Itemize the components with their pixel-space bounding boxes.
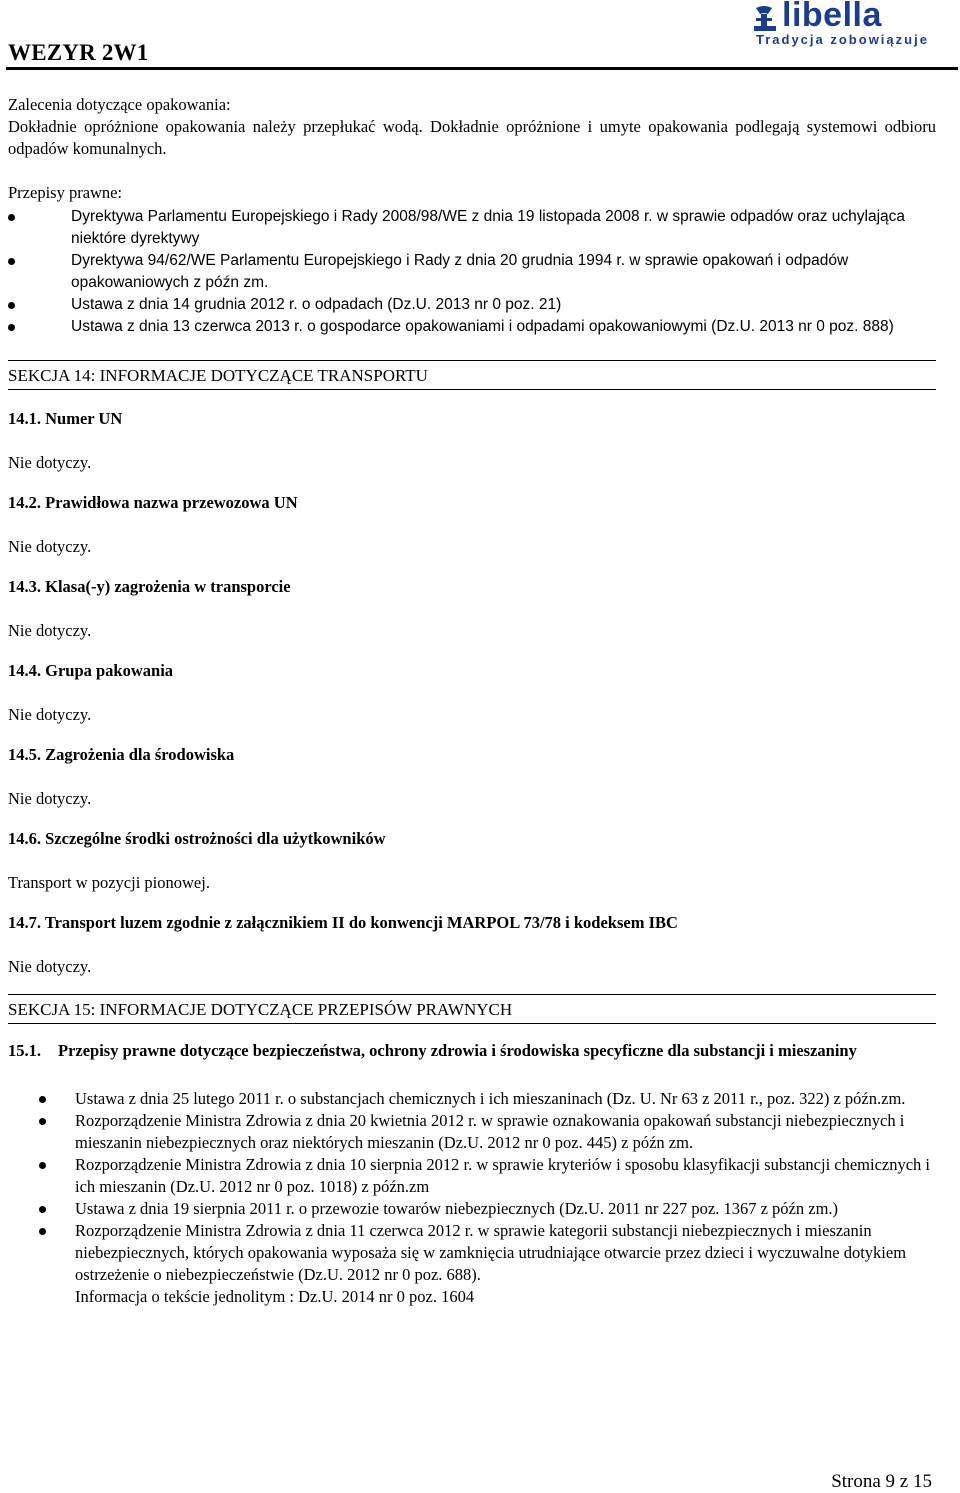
subsection-value: Nie dotyczy. xyxy=(8,621,92,640)
packaging-heading: Zalecenia dotyczące opakowania: xyxy=(8,95,231,114)
page-number: Strona 9 z 15 xyxy=(831,1471,932,1492)
header-divider xyxy=(6,67,958,70)
list-item: Ustawa z dnia 25 lutego 2011 r. o substancjach chemicznych i ich mieszaninach (Dz. U. Nr 63 z 2011 r., poz. 322) z późn.zm. xyxy=(8,1088,936,1110)
list-item: Ustawa z dnia 13 czerwca 2013 r. o gospodarce opakowaniami i odpadami opakowaniowymi (Dz.U. 2013 nr 0 poz. 888) xyxy=(8,316,936,338)
subsection-title: 14.1. Numer UN xyxy=(8,409,123,428)
list-item: Ustawa z dnia 19 sierpnia 2011 r. o przewozie towarów niebezpiecznych (Dz.U. 2011 nr 227 poz. 1367 z późn zm.) xyxy=(8,1198,936,1220)
section-14-title: SEKCJA 14: INFORMACJE DOTYCZĄCE TRANSPORTU xyxy=(8,366,428,385)
list-item: Dyrektywa Parlamentu Europejskiego i Rady 2008/98/WE z dnia 19 listopada 2008 r. w sprawie odpadów oraz uchylająca niektóre dyrektywy xyxy=(8,206,936,250)
subsection-15-1 xyxy=(8,1040,936,1062)
list-item: Rozporządzenie Ministra Zdrowia z dnia 10 sierpnia 2012 r. w sprawie kryteriów i sposobu klasyfikacji substancji chemicznych i ich mieszanin (Dz.U. 2012 nr 0 poz. 1018) z późn.zm xyxy=(8,1154,936,1198)
subsection-number: 15.1. xyxy=(8,1041,41,1060)
logo-tagline: Tradycja zobowiązuje xyxy=(756,32,929,47)
list-item: Ustawa z dnia 14 grudnia 2012 r. o odpadach (Dz.U. 2013 nr 0 poz. 21) xyxy=(8,294,936,316)
subsection-value: Nie dotyczy. xyxy=(8,957,92,976)
list-item: Rozporządzenie Ministra Zdrowia z dnia 11 czerwca 2012 r. w sprawie kategorii substancji niebezpiecznych i mieszanin niebezpiecznych, których opakowania wyposaża się w zamknięcia utrudniające otwarcie przez dzieci i wyczuwalne dotykiem ostrzeżenie o niebezpieczeństwie (Dz.U. 2012 nr 0 poz. 688). xyxy=(8,1220,936,1286)
section-14-heading xyxy=(8,360,936,390)
subsection-title: 14.3. Klasa(-y) zagrożenia w transporcie xyxy=(8,577,291,596)
document-body xyxy=(8,94,936,1308)
list-item: Dyrektywa 94/62/WE Parlamentu Europejskiego i Rady z dnia 20 grudnia 1994 r. w sprawie opakowań i odpadów opakowaniowych z późn zm. xyxy=(8,250,936,294)
subsection-title: 14.4. Grupa pakowania xyxy=(8,661,174,680)
subsection-value: Nie dotyczy. xyxy=(8,537,92,556)
packaging-text: Dokładnie opróżnione opakowania należy przepłukać wodą. Dokładnie opróżnione i umyte opakowania podlegają systemowi odbioru odpadów komunalnych. xyxy=(8,117,936,158)
legal-heading: Przepisy prawne: xyxy=(8,183,123,202)
subsection-title: 14.5. Zagrożenia dla środowiska xyxy=(8,745,235,764)
subsection-value: Nie dotyczy. xyxy=(8,705,92,724)
legal-list xyxy=(8,206,936,338)
section-15-title: SEKCJA 15: INFORMACJE DOTYCZĄCE PRZEPISÓW PRAWNYCH xyxy=(8,1000,513,1019)
subsection-value: Transport w pozycji pionowej. xyxy=(8,873,210,892)
subsection-title: 14.7. Transport luzem zgodnie z załącznikiem II do konwencji MARPOL 73/78 i kodeksem IBC xyxy=(8,913,678,932)
section-15-heading xyxy=(8,994,936,1024)
subsection-value: Nie dotyczy. xyxy=(8,453,92,472)
subsection-title: 14.2. Prawidłowa nazwa przewozowa UN xyxy=(8,493,298,512)
document-title: WEZYR 2W1 xyxy=(8,40,149,65)
libella-mark-icon xyxy=(750,4,780,34)
page-header xyxy=(6,0,956,72)
subsection-title: 14.6. Szczególne środki ostrożności dla użytkowników xyxy=(8,829,386,848)
list-item: Rozporządzenie Ministra Zdrowia z dnia 20 kwietnia 2012 r. w sprawie oznakowania opakowań substancji niebezpiecznych i mieszanin niebezpiecznych oraz niektórych mieszanin (Dz.U. 2012 nr 0 poz. 445) z późn zm. xyxy=(8,1110,936,1154)
subsection-value: Nie dotyczy. xyxy=(8,789,92,808)
logo-wordmark: libella xyxy=(782,0,882,34)
subsection-title: Przepisy prawne dotyczące bezpieczeństwa, ochrony zdrowia i środowiska specyficzne dla substancji i mieszaniny xyxy=(58,1041,857,1060)
regulations-list xyxy=(8,1088,936,1286)
company-logo xyxy=(750,2,950,52)
consolidated-text-note: Informacja o tekście jednolitym : Dz.U. 2014 nr 0 poz. 1604 xyxy=(75,1287,475,1306)
